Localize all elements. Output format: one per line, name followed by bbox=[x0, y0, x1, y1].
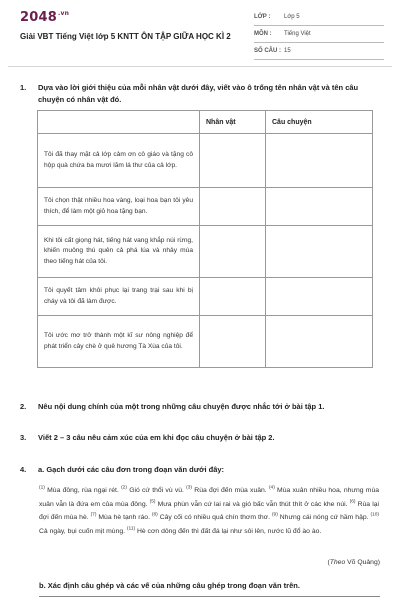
source-prefix: Theo bbox=[329, 559, 346, 566]
character-answer-cell[interactable] bbox=[200, 278, 266, 316]
table-row bbox=[38, 134, 373, 188]
sentence[interactable]: Mùa hè tạnh ráo. bbox=[96, 514, 152, 521]
sentence-number: (3) bbox=[186, 485, 193, 491]
sentence[interactable]: Hè cơn dông đến thì đất đá lại như sôi lên, nước lũ đổ ào ào. bbox=[135, 527, 322, 535]
question-part-a: a. Gạch dưới các câu đơn trong đoạn văn dưới đây: bbox=[38, 465, 225, 474]
header-cell-story: Câu chuyện bbox=[266, 111, 373, 134]
table-row bbox=[38, 278, 373, 316]
row-description: Tôi ước mơ trở thành một kĩ sư nông nghiệp để phát triển cây chè ở quê hương Tà Xùa của tôi. bbox=[38, 316, 200, 368]
meta-value: Tiếng Việt bbox=[284, 31, 311, 37]
table-header-row bbox=[38, 111, 373, 134]
meta-label: SỐ CÂU : bbox=[254, 48, 281, 54]
story-answer-cell[interactable] bbox=[266, 188, 373, 226]
sentence[interactable]: Mùa đông, rùa ngại rét. bbox=[44, 487, 122, 494]
meta-label: MÔN : bbox=[254, 31, 272, 37]
passage-source bbox=[300, 559, 380, 566]
character-answer-cell[interactable] bbox=[200, 226, 266, 278]
site-logo[interactable] bbox=[20, 10, 69, 25]
question-text: Nêu nội dung chính của một trong những câu chuyện được nhắc tới ở bài tập 1. bbox=[38, 402, 325, 411]
question-text: Viết 2 – 3 câu nêu cảm xúc của em khi đọc câu chuyện ở bài tập 2. bbox=[38, 433, 275, 442]
meta-value: 15 bbox=[284, 48, 291, 54]
source-author: Võ Quảng) bbox=[345, 559, 380, 566]
logo-text: 2048 bbox=[20, 10, 57, 25]
question-number: 4. bbox=[20, 465, 27, 474]
header-divider bbox=[8, 66, 392, 67]
sentence-number: (7) bbox=[90, 512, 97, 518]
sentence-number: (11) bbox=[126, 526, 136, 532]
meta-value: Lớp 5 bbox=[284, 14, 300, 20]
header-cell-blank bbox=[38, 111, 200, 134]
sentence-number: (5) bbox=[149, 499, 156, 505]
story-answer-cell[interactable] bbox=[266, 134, 373, 188]
character-answer-cell[interactable] bbox=[200, 316, 266, 368]
sentence-number: (9) bbox=[271, 512, 278, 518]
meta-row-class bbox=[254, 12, 384, 26]
sentence-number: (8) bbox=[151, 512, 158, 518]
row-description: Khi tôi cất giọng hát, tiếng hát vang khắp núi rừng, khiến muông thú quên cả phá lúa và nhảy múa theo tiếng hát của tôi. bbox=[38, 226, 200, 278]
story-answer-cell[interactable] bbox=[266, 278, 373, 316]
question-part-b: b. Xác định câu ghép và các vế của những câu ghép trong đoạn văn trên. bbox=[39, 581, 300, 590]
document-title: Giải VBT Tiếng Việt lớp 5 KNTT ÔN TẬP GIỮA HỌC KÌ 2 bbox=[20, 32, 231, 41]
page-header bbox=[0, 0, 400, 58]
logo-suffix: .vn bbox=[57, 10, 70, 17]
table-row bbox=[38, 188, 373, 226]
sentence-number: (4) bbox=[268, 485, 275, 491]
sentence[interactable]: Cả ngày, bụi cuốn mịt mùng. bbox=[39, 527, 127, 535]
character-table bbox=[37, 110, 373, 368]
character-answer-cell[interactable] bbox=[200, 188, 266, 226]
sentence[interactable]: Cây cối có nhiều quả chín thơm thơ. bbox=[157, 514, 272, 521]
passage bbox=[39, 484, 379, 538]
sentence-number: (2) bbox=[121, 485, 127, 491]
table-row bbox=[38, 316, 373, 368]
row-description: Tôi chọn thật nhiều hoa vàng, loại hoa bạn tôi yêu thích, để làm một giỏ hoa tặng bạn. bbox=[38, 188, 200, 226]
row-description: Tôi đã thay mặt cả lớp cảm ơn cô giáo và tặng cô hộp quà chứa ba mươi lăm lá thư của cả lớp. bbox=[38, 134, 200, 188]
sentence[interactable]: Rùa lại đợi đến mùa hè. bbox=[39, 500, 379, 521]
question-number: 3. bbox=[20, 433, 27, 442]
meta-row-count bbox=[254, 46, 384, 60]
sentence[interactable]: Gió cứ thổi vù vù. bbox=[126, 487, 187, 494]
sentence[interactable]: Nhưng cái nóng cứ hầm hập. bbox=[277, 514, 371, 521]
sentence[interactable]: Rùa đợi đến mùa xuân. bbox=[192, 487, 269, 494]
source-paren: ( bbox=[327, 559, 330, 566]
sentence-number: (10) bbox=[370, 512, 380, 518]
question-number: 2. bbox=[20, 402, 27, 411]
answer-line[interactable] bbox=[39, 596, 380, 597]
sentence-number: (1) bbox=[39, 485, 45, 491]
character-answer-cell[interactable] bbox=[200, 134, 266, 188]
document-meta bbox=[254, 12, 384, 63]
sentence-number: (6) bbox=[349, 499, 356, 505]
header-cell-character: Nhân vật bbox=[200, 111, 266, 134]
question-text: Dựa vào lời giới thiệu của mỗi nhân vật dưới đây, viết vào ô trống tên nhân vật và tên câu chuyện có nhân vật đó. bbox=[38, 83, 359, 104]
sentence[interactable]: Mùa xuân nhiều hoa, nhưng mùa xuân vẫn là đứa em của mùa đông. bbox=[39, 487, 379, 508]
row-description: Tôi quyết tâm khôi phục lại trang trại sau khi bị cháy và tôi đã làm được. bbox=[38, 278, 200, 316]
meta-row-subject bbox=[254, 29, 384, 43]
question-number: 1. bbox=[20, 83, 27, 92]
story-answer-cell[interactable] bbox=[266, 226, 373, 278]
sentence[interactable]: Mưa phùn vẫn cứ lai rai và gió bấc vẫn thút thít ở các khe núi. bbox=[155, 500, 350, 508]
story-answer-cell[interactable] bbox=[266, 316, 373, 368]
table-row bbox=[38, 226, 373, 278]
meta-label: LỚP : bbox=[254, 14, 271, 20]
